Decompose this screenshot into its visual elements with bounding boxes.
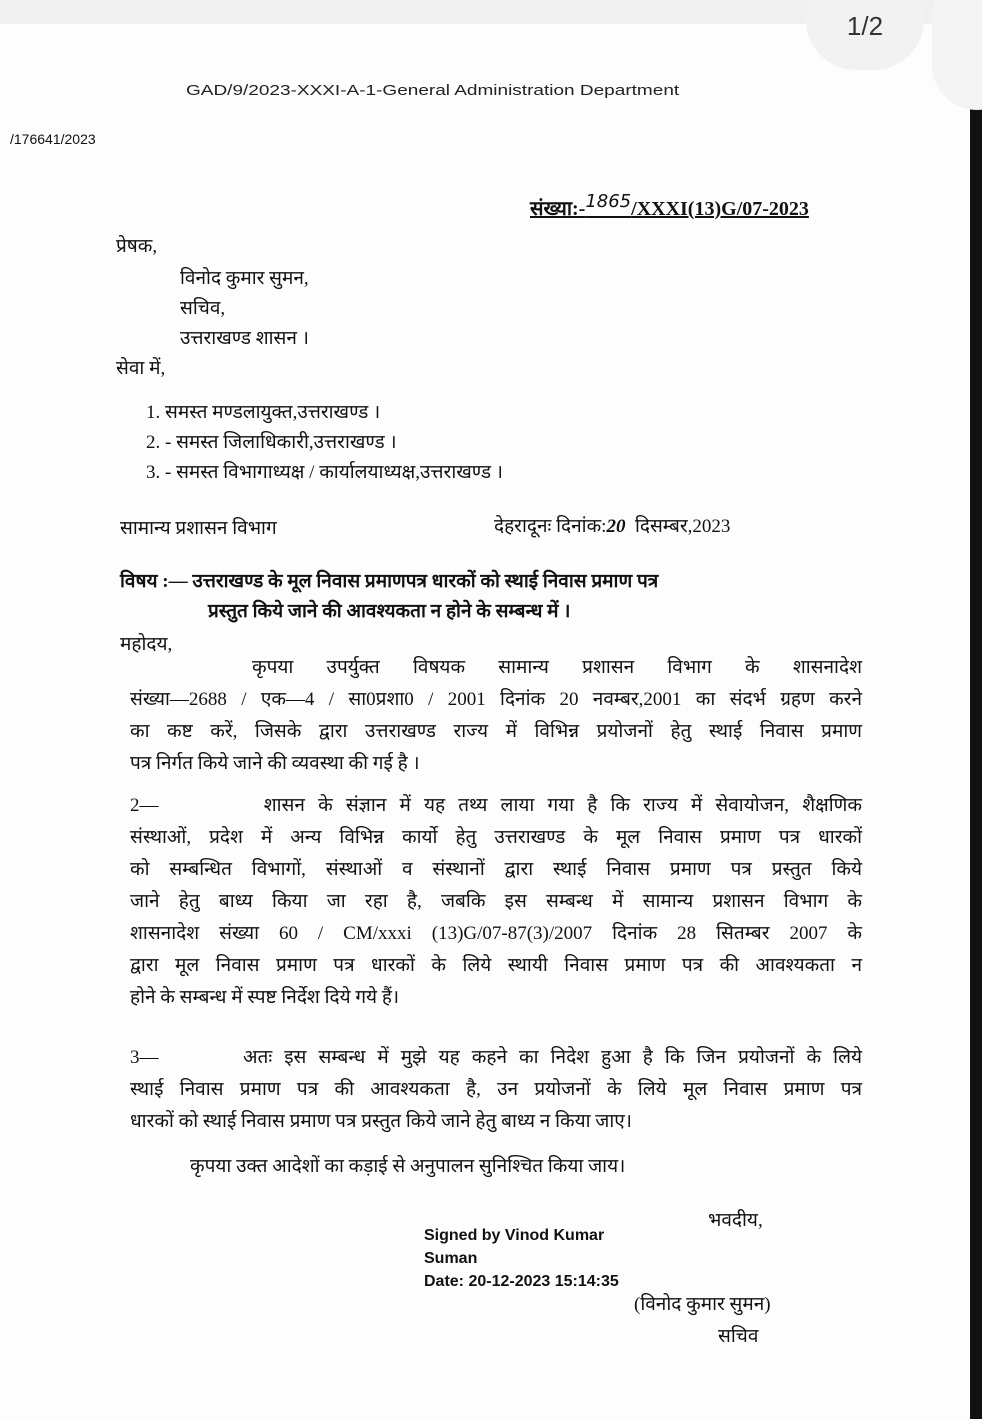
signatory-name: (विनोद कुमार सुमन): [634, 1294, 771, 1315]
recipient: 1. समस्त मण्डलायुक्त,उत्तराखण्ड ।: [146, 402, 381, 423]
closing-request: कृपया उक्त आदेशों का कड़ाई से अनुपालन सुनिश्चित किया जाय।: [190, 1156, 626, 1177]
para-line: संख्या—2688 / एक—4 / सा0प्रशा0 / 2001 दिनांक 20 नवम्बर,2001 का संदर्भ ग्रहण करने: [130, 689, 862, 710]
number-code: /XXXI(13)G/07-2023: [631, 198, 809, 220]
place-date: [494, 512, 730, 538]
department: सामान्य प्रशासन विभाग: [120, 518, 277, 539]
header-line: GAD/9/2023-XXXI-A-1-General Administration Department: [186, 82, 680, 99]
digital-signature: [424, 1224, 664, 1293]
date-month: दिसम्बर,2023: [634, 516, 731, 537]
salutation: महोदय,: [120, 634, 173, 655]
subject-line: प्रस्तुत किये जाने की आवश्यकता न होने के सम्बन्ध में ।: [208, 601, 571, 622]
subject-line: विषय :— उत्तराखण्ड के मूल निवास प्रमाणपत्र धारकों को स्थाई निवास प्रमाण पत्र: [120, 571, 659, 592]
page-indicator-text: 1/2: [846, 11, 884, 41]
yours-faithfully: भवदीय,: [708, 1210, 763, 1231]
para-line: कृपया उपर्युक्त विषयक सामान्य प्रशासन विभाग के शासनादेश: [252, 657, 862, 678]
letter-number: [530, 191, 809, 221]
handwritten-date: 20: [606, 516, 626, 537]
number-label: संख्या:-: [530, 198, 586, 220]
para-line: को सम्बन्धित विभागों, संस्थाओं व संस्थानों द्वारा स्थाई निवास प्रमाण पत्र प्रस्तुत किये: [130, 859, 862, 880]
para-line: धारकों को स्थाई निवास प्रमाण पत्र प्रस्तुत किये जाने हेतु बाध्य न किया जाए।: [130, 1111, 633, 1132]
para-line: का कष्ट करें, जिसके द्वारा उत्तराखण्ड राज्य में विभिन्न प्रयोजनों हेतु स्थाई निवास प्रमाण: [130, 721, 862, 742]
para-line: संस्थाओं, प्रदेश में अन्य विभिन्न कार्यो हेतु उत्तराखण्ड के मूल निवास प्रमाण पत्र धारकों: [130, 827, 862, 848]
signature-line: Suman: [424, 1250, 478, 1267]
sender-label: प्रेषक,: [116, 236, 158, 257]
para-line: जाने हेतु बाध्य किया जा रहा है, जबकि इस सम्बन्ध में सामान्य प्रशासन विभाग के: [130, 891, 862, 912]
recipient: 2. - समस्त जिलाधिकारी,उत्तराखण्ड ।: [146, 432, 397, 453]
handwritten-number: 1865: [585, 191, 632, 212]
para-line: 2— शासन के संज्ञान में यह तथ्य लाया गया है कि राज्य में सेवायोजन, शैक्षणिक: [130, 795, 862, 816]
paragraph-1: [130, 652, 862, 780]
paragraph-3: [130, 1042, 862, 1138]
sender-line: उत्तराखण्ड शासन ।: [180, 328, 309, 349]
to-label: सेवा में,: [116, 358, 166, 379]
place-date-label: देहरादूनः दिनांक:: [494, 516, 607, 537]
file-reference: /176641/2023: [10, 131, 96, 147]
para-line: स्थाई निवास प्रमाण पत्र की आवश्यकता है, उन प्रयोजनों के लिये मूल निवास प्रमाण पत्र: [130, 1079, 862, 1100]
document-page: [0, 24, 970, 1419]
para-line: होने के सम्बन्ध में स्पष्ट निर्देश दिये गये हैं।: [130, 987, 400, 1008]
signature-line: Date: 20-12-2023 15:14:35: [424, 1273, 619, 1290]
para-line: 3— अतः इस सम्बन्ध में मुझे यह कहने का निदेश हुआ है कि जिन प्रयोजनों के लिये: [130, 1047, 862, 1068]
paragraph-2: [130, 790, 862, 1014]
signature-line: Signed by Vinod Kumar: [424, 1227, 605, 1244]
scan-edge: [970, 95, 982, 1419]
para-line: शासनादेश संख्या 60 / CM/xxxi (13)G/07-87(3)/2007 दिनांक 28 सितम्बर 2007 के: [130, 923, 862, 944]
para-line: द्वारा मूल निवास प्रमाण पत्र धारकों के लिये स्थायी निवास प्रमाण पत्र की आवश्यकता न: [130, 955, 862, 976]
signatory-title: सचिव: [718, 1326, 759, 1347]
para-line: पत्र निर्गत किये जाने की व्यवस्था की गई है ।: [130, 753, 420, 774]
sender-line: विनोद कुमार सुमन,: [180, 268, 309, 289]
recipient: 3. - समस्त विभागाध्यक्ष / कार्यालयाध्यक्ष,उत्तराखण्ड ।: [146, 462, 503, 483]
sender-line: सचिव,: [180, 298, 226, 319]
